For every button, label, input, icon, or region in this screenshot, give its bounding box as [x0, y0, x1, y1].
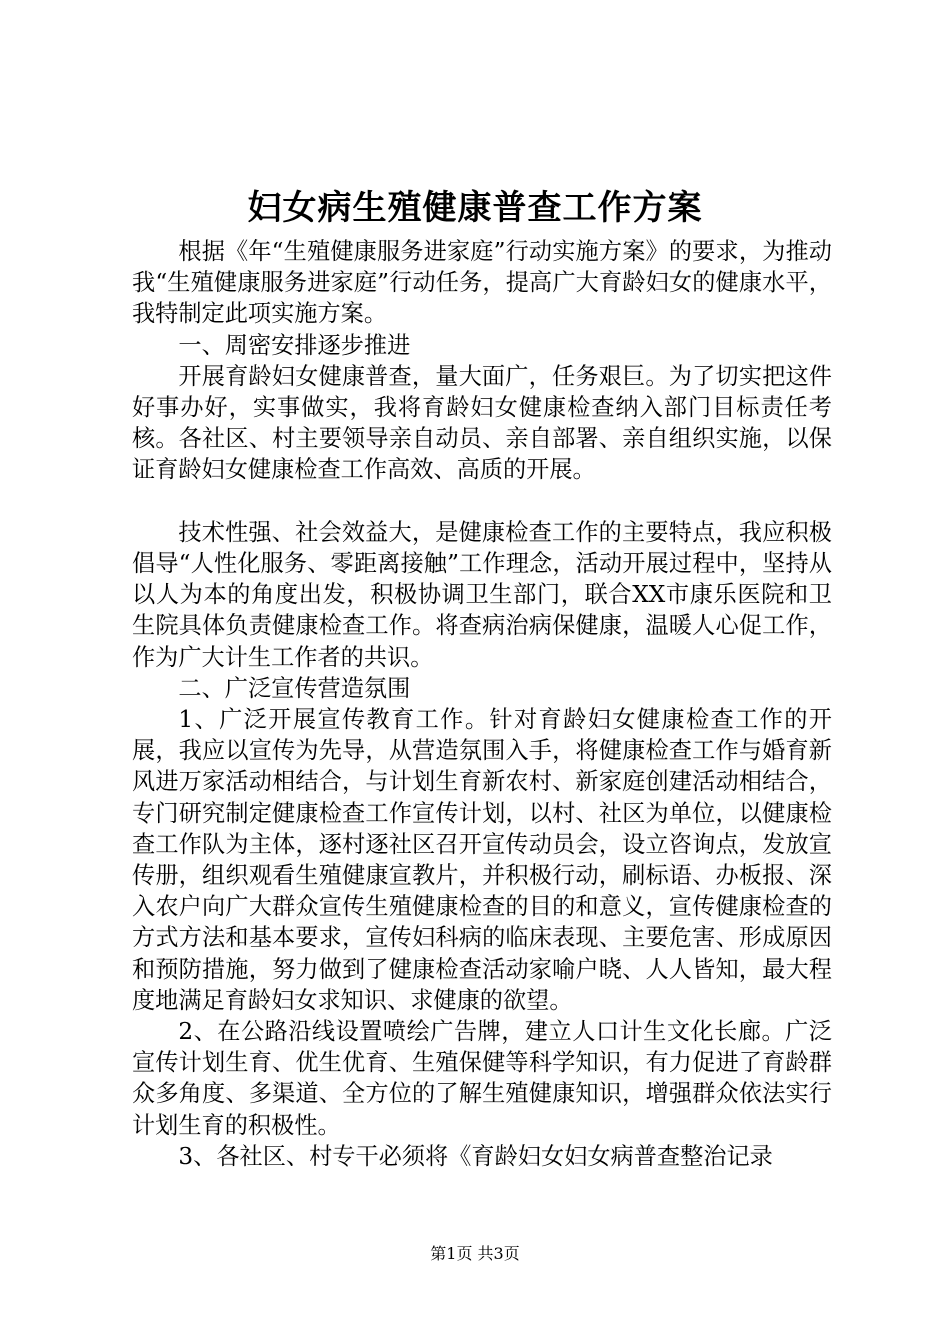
paragraph-item-3: 3、各社区、村专干必须将《育龄妇女妇女病普查整治记录	[178, 1142, 773, 1170]
page-number: 第1页 共3页	[430, 1244, 520, 1263]
paragraph-section-1: 开展育龄妇女健康普查，量大面广，任务艰巨。为了切实把这件好事办好，实事做实，我将育龄妇女健康检查纳入部门目标责任考核。各社区、村主要领导亲自动员、亲自部署、亲自组织实施，以保证育龄妇女健康检查工作高效、高质的开展。	[132, 362, 832, 484]
paragraph-item-2: 2、在公路沿线设置喷绘广告牌，建立人口计生文化长廊。广泛宣传计划生育、优生优育、生殖保健等科学知识，有力促进了育龄群众多角度、多渠道、全方位的了解生殖健康知识，增强群众依法实行计划生育的积极性。	[132, 1018, 832, 1139]
document-body	[132, 236, 832, 1172]
paragraph-gap	[132, 486, 832, 517]
paragraph-technical: 技术性强、社会效益大，是健康检查工作的主要特点，我应积极倡导“人性化服务、零距离接触”工作理念，活动开展过程中，坚持从以人为本的角度出发，积极协调卫生部门，联合XX市康乐医院和卫生院具体负责健康检查工作。将查病治病保健康，温暖人心促工作，作为广大计生工作者的共识。	[132, 518, 832, 671]
paragraph-intro: 根据《年“生殖健康服务进家庭”行动实施方案》的要求，为推动我“生殖健康服务进家庭”行动任务，提高广大育龄妇女的健康水平，我特制定此项实施方案。	[132, 238, 832, 328]
paragraph-item-1: 1、广泛开展宣传教育工作。针对育龄妇女健康检查工作的开展，我应以宣传为先导，从营造氛围入手，将健康检查工作与婚育新风进万家活动相结合，与计划生育新农村、新家庭创建活动相结合，专门研究制定健康检查工作宣传计划，以村、社区为单位，以健康检查工作队为主体，逐村逐社区召开宣传动员会，设立咨询点，发放宣传册，组织观看生殖健康宣教片，并积极行动，刷标语、办板报、深入农户向广大群众宣传生殖健康检查的目的和意义，宣传健康检查的方式方法和基本要求，宣传妇科病的临床表现、主要危害、形成原因和预防措施，努力做到了健康检查活动家喻户晓、人人皆知，最大程度地满足育龄妇女求知识、求健康的欲望。	[132, 706, 832, 1014]
section-heading-1: 一、周密安排逐步推进	[178, 331, 411, 359]
document-title: 妇女病生殖健康普查工作方案	[247, 188, 703, 228]
section-heading-2: 二、广泛宣传营造氛围	[178, 674, 411, 702]
